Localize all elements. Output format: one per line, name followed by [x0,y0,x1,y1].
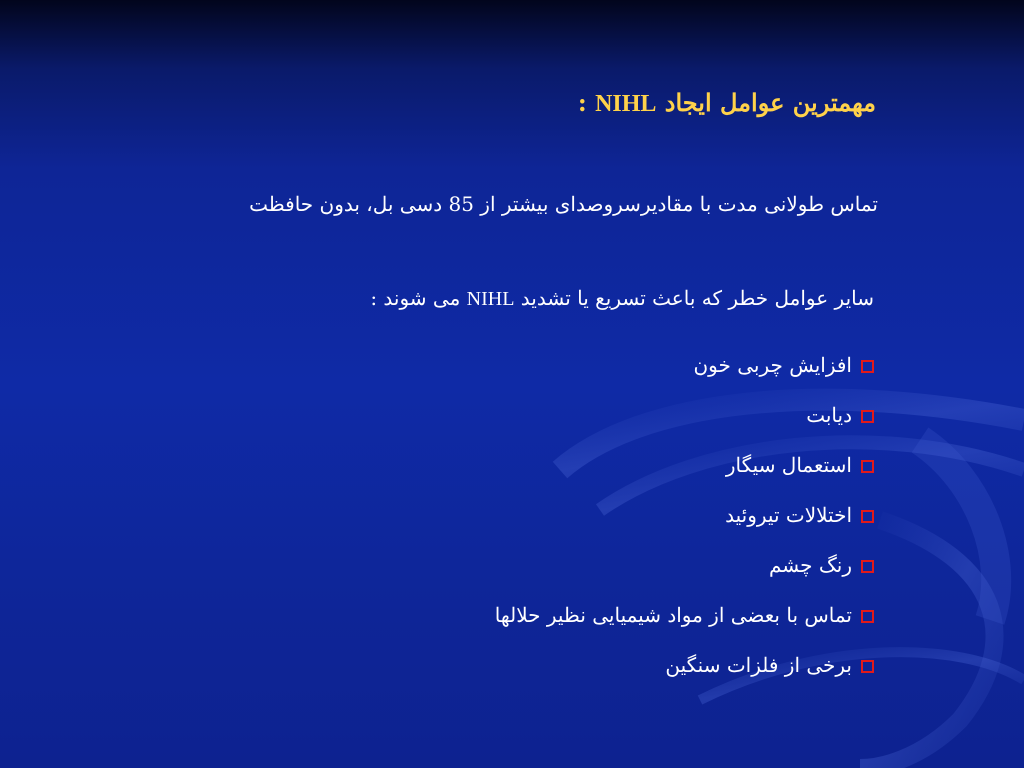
hollow-square-bullet-icon [861,610,874,623]
list-item [495,640,874,690]
list-item-label: تماس با بعضی از مواد شیمیایی نظیر حلالها [494,603,852,627]
hollow-square-bullet-icon [861,410,874,423]
hollow-square-bullet-icon [861,510,874,523]
risk-factors-intro [370,286,874,311]
hollow-square-bullet-icon [861,660,874,673]
list-item-label: افزایش چربی خون [693,353,852,377]
list-item-label: برخی از فلزات سنگین [665,653,852,677]
slide-title-text: مهمترین عوامل ایجاد [664,88,876,117]
noise-exposure-paragraph: تماس طولانی مدت با مقادیرسروصدای بیشتر از 85 دسی بل، بدون حافظت [249,192,878,216]
risk-factors-intro-text: سایر عوامل خطر که باعث تسریع یا تشدید [520,286,874,310]
hollow-square-bullet-icon [861,360,874,373]
slide-title [578,88,876,118]
list-item [495,540,874,590]
list-item-label: دیابت [806,403,852,427]
hollow-square-bullet-icon [861,460,874,473]
risk-factors-list [495,340,874,690]
hollow-square-bullet-icon [861,560,874,573]
list-item-label: اختلالات تیروئید [725,503,852,527]
risk-factors-acronym: NIHL [466,288,515,310]
list-item [495,390,874,440]
list-item-label: رنگ چشم [769,553,852,577]
slide-title-suffix: : [577,88,596,117]
slide-title-acronym: NIHL [595,91,657,117]
list-item [495,590,874,640]
list-item [495,340,874,390]
risk-factors-intro-suffix: می شوند : [370,286,467,310]
list-item [495,490,874,540]
list-item-label: استعمال سیگار [725,453,852,477]
list-item [495,440,874,490]
